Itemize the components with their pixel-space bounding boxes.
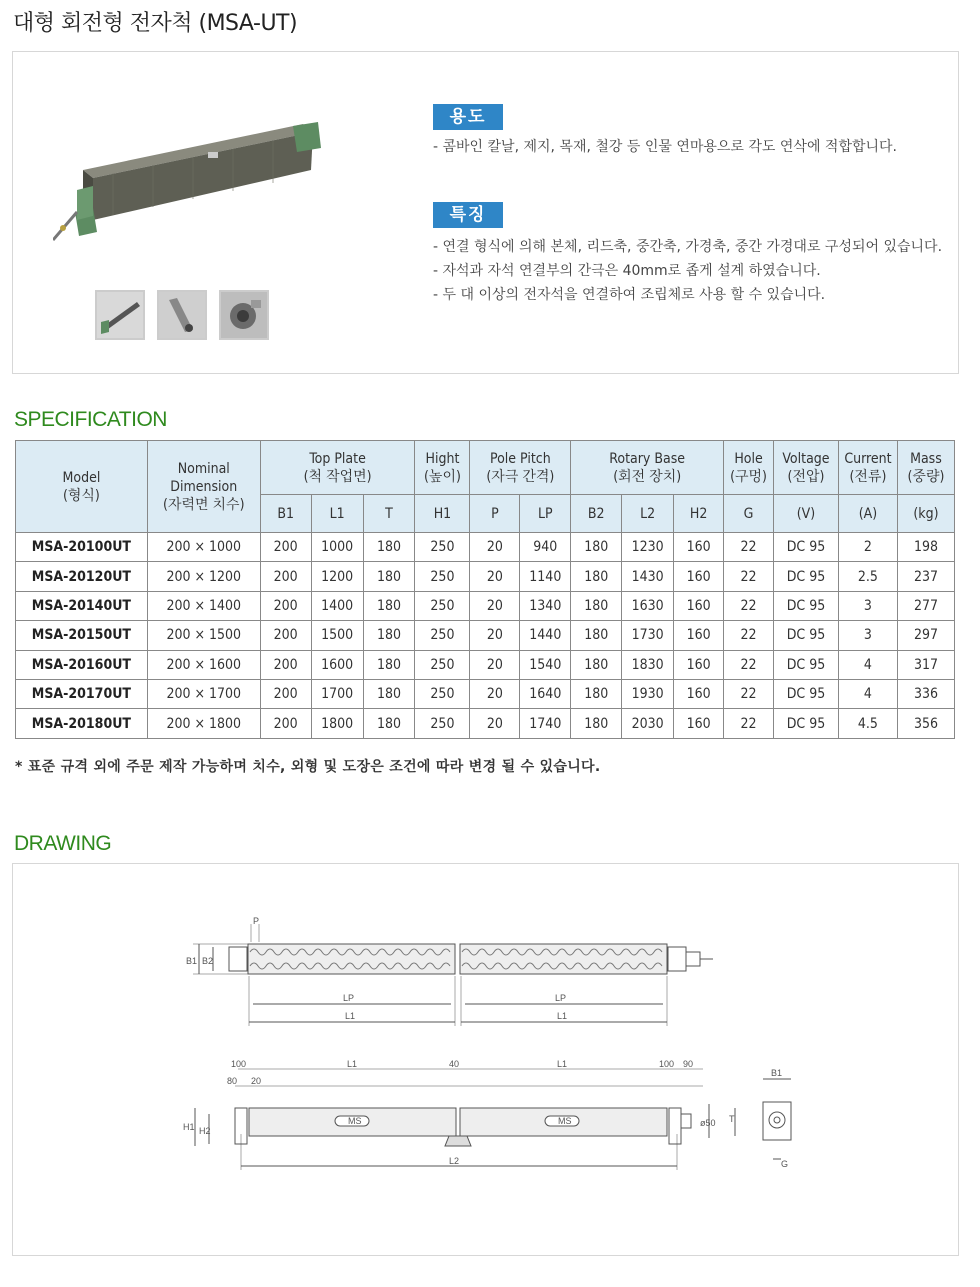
table-cell: 1200: [311, 562, 363, 591]
table-row: [16, 679, 955, 708]
table-cell: 2030: [622, 709, 674, 738]
table-cell: DC 95: [774, 533, 839, 562]
table-cell: 250: [415, 621, 470, 650]
table-cell: 1630: [622, 591, 674, 620]
spec-heading: SPECIFICATION: [14, 408, 167, 431]
table-row: [16, 533, 955, 562]
drawing-panel: [12, 863, 959, 1256]
table-cell: 1440: [520, 621, 571, 650]
dim-lp-2: LP: [555, 993, 567, 1003]
dim-p: P: [253, 916, 260, 926]
table-cell: 200: [260, 533, 311, 562]
table-cell: 180: [363, 562, 415, 591]
table-cell: 180: [363, 621, 415, 650]
usage-tag: 용도: [433, 104, 503, 130]
col-header-top-plate: Top Plate (척 작업면): [260, 441, 415, 495]
model-cell: MSA-20120UT: [16, 562, 148, 591]
table-cell: 250: [415, 591, 470, 620]
thumbnail-1[interactable]: [95, 290, 145, 340]
subheader-g: G: [724, 495, 774, 533]
table-cell: 277: [897, 591, 954, 620]
subheader-t: T: [363, 495, 415, 533]
col-header-voltage: Voltage (전압): [774, 441, 839, 495]
drawing-heading: DRAWING: [14, 832, 112, 855]
subheader-h2: H2: [674, 495, 724, 533]
table-cell: 3: [838, 621, 897, 650]
table-cell: 200: [260, 621, 311, 650]
table-cell: 1740: [520, 709, 571, 738]
table-cell: 22: [724, 709, 774, 738]
table-cell: 180: [571, 562, 622, 591]
dim-100-left: 100: [231, 1059, 247, 1069]
table-cell: 1600: [311, 650, 363, 679]
col-header-nominal: Nominal Dimension (자력면 치수): [147, 441, 260, 533]
table-cell: 1140: [520, 562, 571, 591]
table-cell: 20: [470, 562, 520, 591]
col-header-rotary-base: Rotary Base (회전 장치): [571, 441, 724, 495]
table-cell: 3: [838, 591, 897, 620]
table-cell: 180: [571, 709, 622, 738]
table-cell: 200 × 1600: [147, 650, 260, 679]
product-panel: [12, 51, 959, 374]
table-cell: 250: [415, 562, 470, 591]
table-cell: 1640: [520, 679, 571, 708]
table-cell: 22: [724, 562, 774, 591]
table-cell: 250: [415, 679, 470, 708]
table-cell: 160: [674, 679, 724, 708]
table-cell: 160: [674, 591, 724, 620]
model-cell: MSA-20180UT: [16, 709, 148, 738]
table-cell: 1930: [622, 679, 674, 708]
technical-drawing: [13, 864, 958, 1255]
col-header-mass: Mass (중량): [897, 441, 954, 495]
spec-table-body: [16, 533, 955, 739]
table-cell: 180: [363, 591, 415, 620]
model-cell: MSA-20170UT: [16, 679, 148, 708]
dim-phi: ø50: [700, 1118, 716, 1128]
feature-line-1: - 연결 형식에 의해 본체, 리드축, 중간축, 가경축, 중간 가경대로 구성되어 있습니다.: [433, 239, 943, 255]
table-cell: 198: [897, 533, 954, 562]
col-header-model: Model (형식): [16, 441, 148, 533]
table-cell: 1230: [622, 533, 674, 562]
table-cell: 22: [724, 679, 774, 708]
subheader-b2: B2: [571, 495, 622, 533]
dim-b2: B2: [202, 956, 214, 966]
subheader-a: (A): [838, 495, 897, 533]
table-cell: 1000: [311, 533, 363, 562]
table-cell: 22: [724, 621, 774, 650]
table-row: [16, 709, 955, 738]
table-cell: 237: [897, 562, 954, 591]
table-cell: 180: [363, 650, 415, 679]
subheader-b1: B1: [260, 495, 311, 533]
model-cell: MSA-20100UT: [16, 533, 148, 562]
table-cell: 200 × 1700: [147, 679, 260, 708]
table-cell: 1430: [622, 562, 674, 591]
dim-lp-1: LP: [343, 993, 355, 1003]
table-cell: 200: [260, 650, 311, 679]
col-header-hight: Hight (높이): [415, 441, 470, 495]
features-tag: 특징: [433, 202, 503, 228]
dim-40: 40: [449, 1059, 460, 1069]
thumbnail-2[interactable]: [157, 290, 207, 340]
dim-b1: B1: [186, 956, 198, 966]
table-row: [16, 650, 955, 679]
thumbnail-3[interactable]: [219, 290, 269, 340]
subheader-lp: LP: [520, 495, 571, 533]
dim-l1-side-1: L1: [347, 1059, 358, 1069]
table-cell: 200 × 1800: [147, 709, 260, 738]
table-cell: 200: [260, 679, 311, 708]
spec-note: * 표준 규격 외에 주문 제작 가능하며 치수, 외형 및 도장은 조건에 따라 변경 될 수 있습니다.: [15, 759, 601, 775]
table-cell: 1340: [520, 591, 571, 620]
subheader-p: P: [470, 495, 520, 533]
table-cell: 200 × 1200: [147, 562, 260, 591]
table-cell: 180: [571, 591, 622, 620]
spec-table: [15, 440, 955, 739]
model-cell: MSA-20140UT: [16, 591, 148, 620]
model-cell: MSA-20160UT: [16, 650, 148, 679]
table-cell: 250: [415, 709, 470, 738]
table-row: [16, 591, 955, 620]
table-cell: 200: [260, 709, 311, 738]
dim-l2: L2: [449, 1156, 460, 1166]
table-cell: 1400: [311, 591, 363, 620]
table-cell: 200 × 1500: [147, 621, 260, 650]
dim-g: G: [781, 1159, 789, 1169]
subheader-h1: H1: [415, 495, 470, 533]
table-cell: 20: [470, 679, 520, 708]
table-cell: 160: [674, 533, 724, 562]
table-cell: 20: [470, 709, 520, 738]
table-cell: 200 × 1000: [147, 533, 260, 562]
subheader-l1: L1: [311, 495, 363, 533]
table-cell: 160: [674, 650, 724, 679]
model-cell: MSA-20150UT: [16, 621, 148, 650]
dim-b1-end: B1: [771, 1068, 783, 1078]
table-cell: DC 95: [774, 621, 839, 650]
table-cell: 20: [470, 621, 520, 650]
table-cell: 1700: [311, 679, 363, 708]
table-cell: 180: [363, 679, 415, 708]
table-cell: 160: [674, 562, 724, 591]
table-cell: 4: [838, 650, 897, 679]
table-cell: 160: [674, 709, 724, 738]
feature-line-2: - 자석과 자석 연결부의 간극은 40mm로 좁게 설계 하였습니다.: [433, 263, 821, 279]
table-cell: 940: [520, 533, 571, 562]
dim-t: T: [729, 1114, 735, 1124]
subheader-l2: L2: [622, 495, 674, 533]
table-cell: 2.5: [838, 562, 897, 591]
dim-h1: H1: [183, 1122, 195, 1132]
table-cell: 180: [571, 621, 622, 650]
table-cell: 356: [897, 709, 954, 738]
table-cell: 200: [260, 562, 311, 591]
table-cell: 20: [470, 650, 520, 679]
table-cell: 1800: [311, 709, 363, 738]
col-header-current: Current (전류): [838, 441, 897, 495]
table-cell: 297: [897, 621, 954, 650]
table-cell: 1500: [311, 621, 363, 650]
table-cell: 20: [470, 591, 520, 620]
dim-h2: H2: [199, 1126, 211, 1136]
table-cell: 1540: [520, 650, 571, 679]
table-cell: 1830: [622, 650, 674, 679]
table-cell: 22: [724, 650, 774, 679]
col-header-pole-pitch: Pole Pitch (자극 간격): [470, 441, 571, 495]
ms-plate-2: MS: [558, 1116, 572, 1126]
table-cell: 180: [571, 679, 622, 708]
ms-plate-1: MS: [348, 1116, 362, 1126]
dim-l1-side-2: L1: [557, 1059, 568, 1069]
table-cell: DC 95: [774, 591, 839, 620]
table-cell: 200 × 1400: [147, 591, 260, 620]
dim-l1-1: L1: [345, 1011, 356, 1021]
table-cell: 22: [724, 591, 774, 620]
table-row: [16, 562, 955, 591]
table-cell: 22: [724, 533, 774, 562]
usage-line-1: - 콤바인 칼날, 제지, 목재, 철강 등 인물 연마용으로 각도 연삭에 적합합니다.: [433, 139, 897, 155]
table-cell: 180: [363, 709, 415, 738]
col-header-hole: Hole (구멍): [724, 441, 774, 495]
dim-90: 90: [683, 1059, 694, 1069]
dim-80: 80: [227, 1076, 238, 1086]
table-cell: 1730: [622, 621, 674, 650]
table-cell: DC 95: [774, 709, 839, 738]
table-cell: DC 95: [774, 650, 839, 679]
table-cell: 250: [415, 650, 470, 679]
table-cell: 2: [838, 533, 897, 562]
page-title: 대형 회전형 전자척 (MSA-UT): [13, 11, 298, 36]
dim-20: 20: [251, 1076, 262, 1086]
table-cell: 4.5: [838, 709, 897, 738]
table-cell: 200: [260, 591, 311, 620]
subheader-v: (V): [774, 495, 839, 533]
table-cell: 180: [363, 533, 415, 562]
table-cell: 20: [470, 533, 520, 562]
dim-100-right: 100: [659, 1059, 675, 1069]
table-cell: 180: [571, 533, 622, 562]
dim-l1-2: L1: [557, 1011, 568, 1021]
subheader-kg: (kg): [897, 495, 954, 533]
table-cell: 4: [838, 679, 897, 708]
product-main-image: [53, 112, 323, 272]
table-row: [16, 621, 955, 650]
feature-line-3: - 두 대 이상의 전자석을 연결하여 조립체로 사용 할 수 있습니다.: [433, 287, 826, 303]
table-cell: 336: [897, 679, 954, 708]
table-cell: 160: [674, 621, 724, 650]
table-cell: DC 95: [774, 679, 839, 708]
table-cell: DC 95: [774, 562, 839, 591]
table-cell: 180: [571, 650, 622, 679]
table-cell: 317: [897, 650, 954, 679]
table-cell: 250: [415, 533, 470, 562]
